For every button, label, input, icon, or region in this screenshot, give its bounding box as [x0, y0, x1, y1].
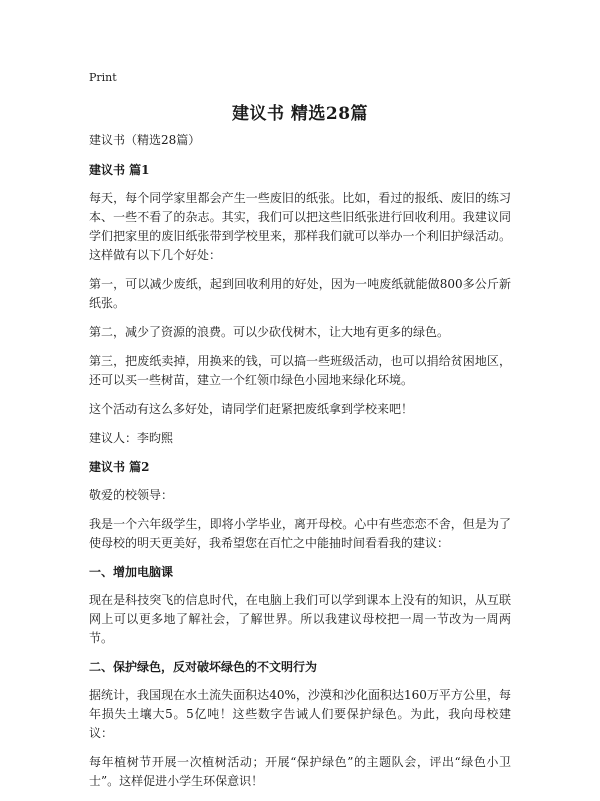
paragraph: 每天，每个同学家里都会产生一些废旧的纸张。比如，看过的报纸、废旧的练习本、一些不看了的杂志。其实，我们可以把这些旧纸张进行回收利用。我建议同学们把家里的废旧纸张带到学校里来，那样我们就可以举办一个利旧护绿活动。这样做有以下几个好处： [89, 191, 511, 262]
print-link[interactable]: Print [89, 71, 117, 84]
document-subtitle: 建议书（精选28篇） [89, 133, 201, 147]
paragraph: 我是一个六年级学生，即将小学毕业，离开母校。心中有些恋恋不舍，但是为了使母校的明天更美好，我希望您在百忙之中能抽时间看看我的建议： [89, 517, 511, 550]
page-title: 建议书 精选28篇 [231, 104, 369, 124]
document-body [89, 131, 511, 801]
point-heading-2: 二、保护绿色，反对破坏绿色的不文明行为 [89, 660, 318, 674]
paragraph: 现在是科技突飞的信息时代，在电脑上我们可以学到课本上没有的知识，从互联网上可以更多地了解社会，了解世界。所以我建议母校把一周一节改为一周两节。 [89, 593, 511, 645]
paragraph: 第三，把废纸卖掉，用换来的钱，可以搞一些班级活动，也可以捐给贫困地区，还可以买一些树苗，建立一个红领巾绿色小园地来绿化环境。 [89, 354, 511, 387]
section-heading-2: 建议书 篇2 [89, 460, 150, 474]
paragraph: 这个活动有这么多好处，请同学们赶紧把废纸拿到学校来吧！ [89, 402, 414, 416]
section-heading-1: 建议书 篇1 [89, 163, 150, 177]
paragraph: 据统计，我国现在水土流失面积达40%，沙漠和沙化面积达160万平方公里，每年损失土壤大5。5亿吨！这些数字告诫人们要保护绿色。为此，我向母校建议： [89, 688, 511, 740]
paragraph: 第二，减少了资源的浪费。可以少砍伐树木，让大地有更多的绿色。 [89, 325, 450, 339]
point-heading-1: 一、增加电脑课 [89, 565, 174, 579]
greeting: 敬爱的校领导： [89, 488, 174, 502]
paragraph: 每年植树节开展一次植树活动；开展“保护绿色”的主题队会，评出“绿色小卫士”。这样促进小学生环保意识！ [89, 755, 511, 788]
signature-line: 建议人：李昀熙 [89, 431, 174, 445]
paragraph: 第一，可以减少废纸，起到回收利用的好处，因为一吨废纸就能做800多公斤新纸张。 [89, 277, 511, 310]
